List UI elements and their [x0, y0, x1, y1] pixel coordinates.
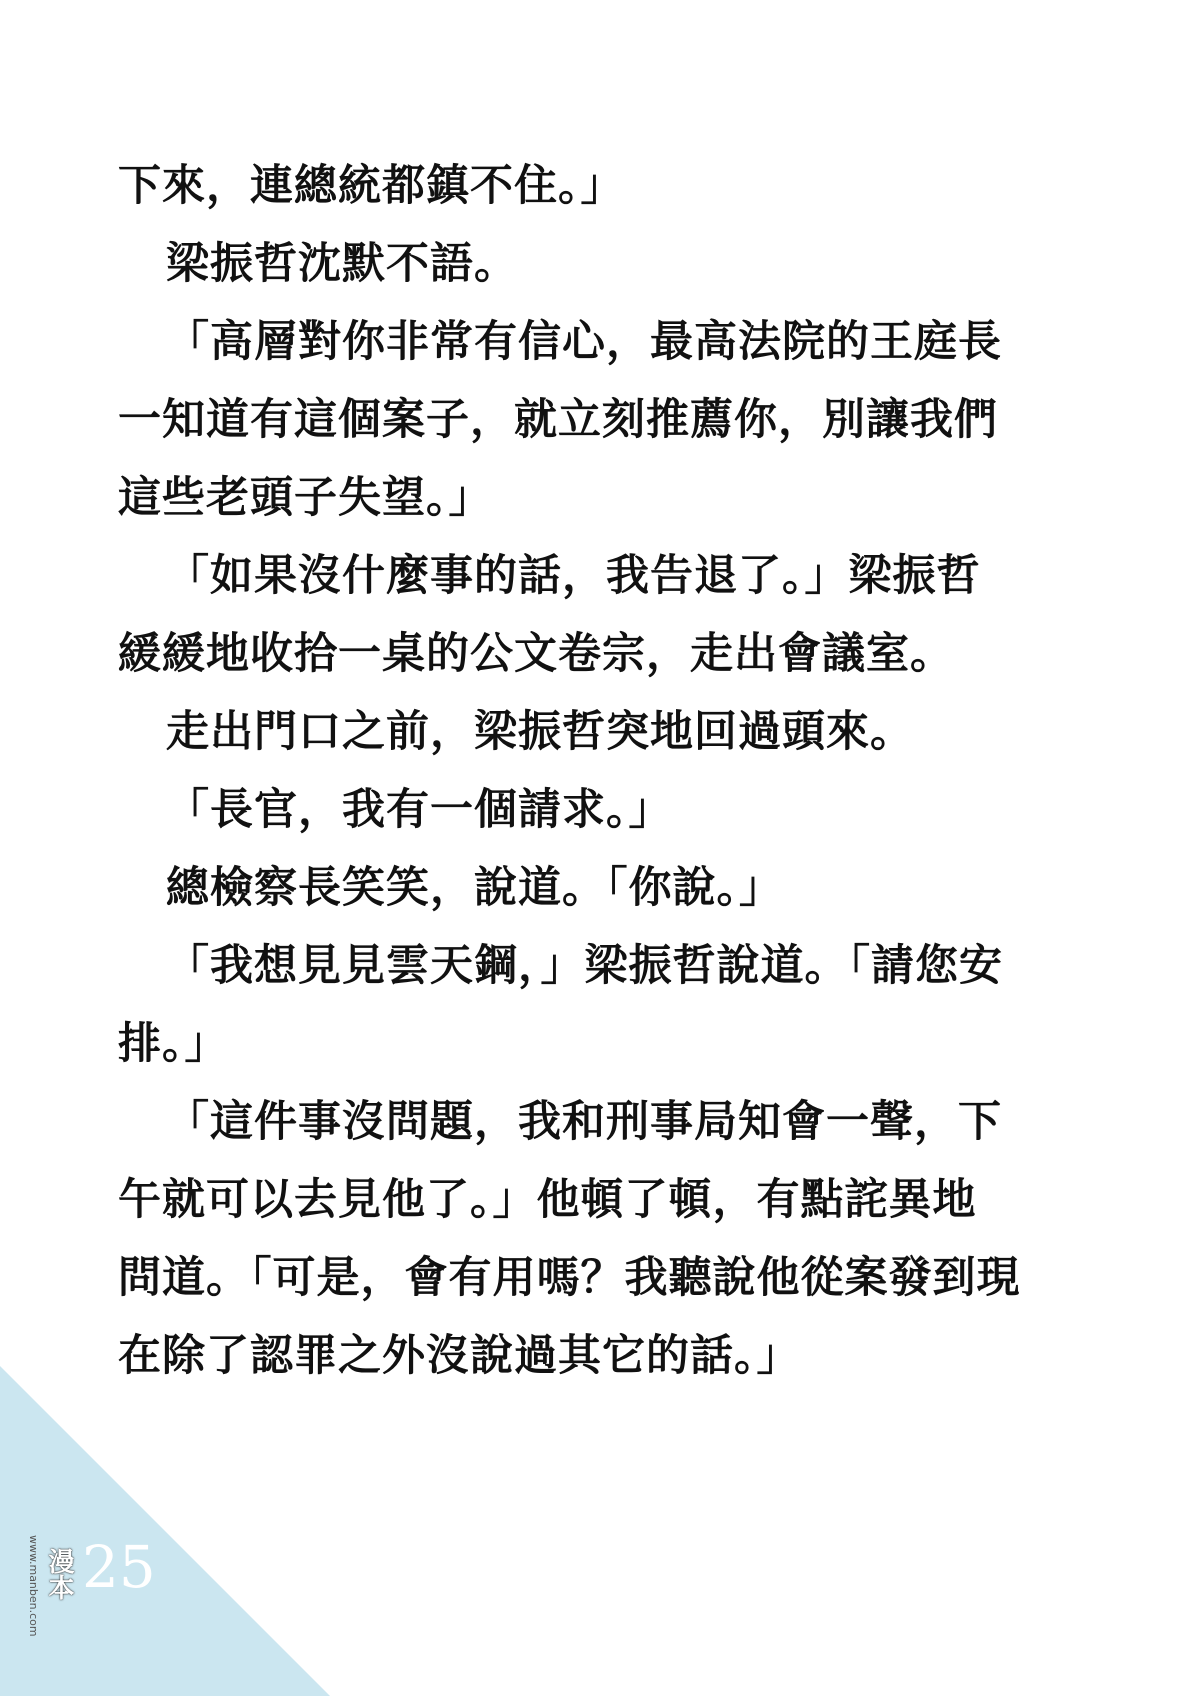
- text-line: 這些老頭子失望。」: [118, 473, 493, 523]
- text-line: 排。」: [118, 1019, 229, 1069]
- text-line: 「這件事沒問題，我和刑事局知會一聲，下: [166, 1097, 1002, 1147]
- watermark-logo: 漫本: [44, 1548, 74, 1600]
- text-line: 「如果沒什麼事的話，我告退了。」梁振哲: [166, 551, 981, 601]
- text-line: 「高層對你非常有信心，最高法院的王庭長: [166, 317, 1002, 367]
- text-line: 總檢察長笑笑，說道。「你說。」: [166, 863, 783, 913]
- watermark-url: www.manben.com: [27, 1535, 40, 1637]
- text-line: 下來，連總統都鎮不住。」: [118, 161, 625, 211]
- text-line: 問道。「可是，會有用嗎？我聽說他從案發到現: [118, 1253, 1021, 1303]
- page-number: 25: [82, 1533, 156, 1601]
- text-line: 緩緩地收拾一桌的公文卷宗，走出會議室。: [118, 629, 954, 679]
- text-line: 走出門口之前，梁振哲突地回過頭來。: [166, 707, 914, 757]
- text-line: 梁振哲沈默不語。: [166, 239, 518, 289]
- text-line: 「長官，我有一個請求。」: [166, 785, 673, 835]
- text-line: 一知道有這個案子，就立刻推薦你，別讓我們: [118, 395, 998, 445]
- text-line: 「我想見見雲天鋼，」梁振哲說道。「請您安: [166, 941, 1003, 991]
- text-line: 在除了認罪之外沒說過其它的話。」: [118, 1331, 801, 1381]
- text-line: 午就可以去見他了。」他頓了頓，有點詫異地: [118, 1175, 977, 1225]
